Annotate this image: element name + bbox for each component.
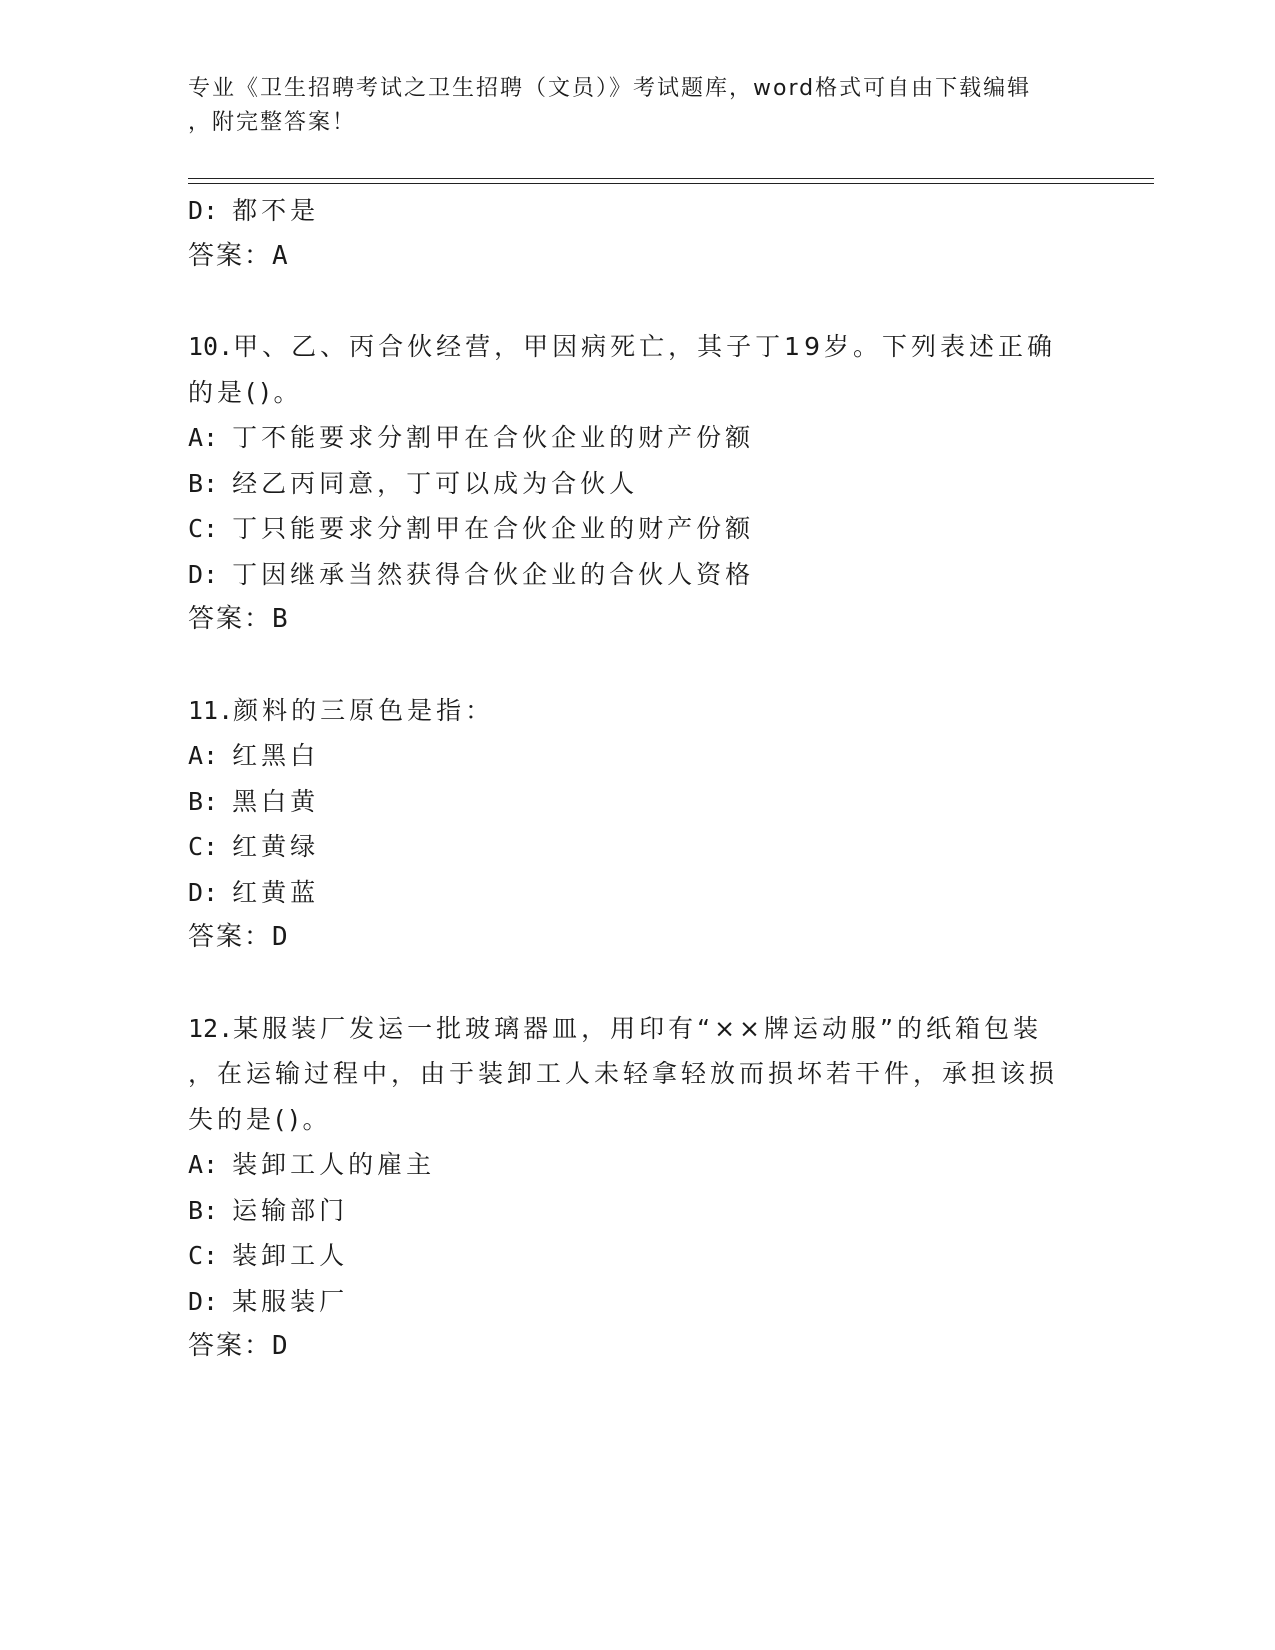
document-header xyxy=(188,72,1068,140)
question-12-line-2: ，在运输过程中，由于装卸工人未轻拿轻放而损坏若干件，承担该损 xyxy=(188,1059,1059,1088)
answer-value: A xyxy=(272,240,288,271)
option-key: D: xyxy=(188,559,219,589)
option-key: C: xyxy=(188,832,219,861)
question-11-option-d xyxy=(188,870,1088,916)
question-10-line-1 xyxy=(188,324,1088,370)
option-text: 装卸工人 xyxy=(232,1241,349,1270)
option-text: 红黑白 xyxy=(232,741,320,770)
question-11-answer xyxy=(188,915,1088,961)
question-number: 11. xyxy=(188,695,234,725)
question-12-option-d xyxy=(188,1279,1088,1325)
answer-label: 答案： xyxy=(188,922,273,952)
question-12-answer xyxy=(188,1324,1088,1370)
answer-value: B xyxy=(272,604,288,634)
option-text: 某服装厂 xyxy=(232,1286,349,1316)
spacer xyxy=(188,279,1088,324)
option-key: B: xyxy=(188,786,219,816)
spacer xyxy=(188,961,1088,1006)
question-number: 12. xyxy=(188,1013,234,1043)
prev-option-d xyxy=(188,188,1088,234)
question-text: 颜料的三原色是指： xyxy=(233,695,495,725)
question-11-option-a xyxy=(188,733,1088,779)
option-text: 丁因继承当然获得合伙企业的合伙人资格 xyxy=(232,559,755,589)
question-12-option-a xyxy=(188,1142,1088,1188)
option-text: 运输部门 xyxy=(232,1195,349,1225)
header-line-2: ，附完整答案！ xyxy=(188,110,357,135)
spacer xyxy=(188,643,1088,688)
option-text: 红黄绿 xyxy=(232,832,320,861)
option-text: 装卸工人的雇主 xyxy=(232,1150,436,1179)
question-10-option-c xyxy=(188,506,1088,552)
question-12-option-b xyxy=(188,1188,1088,1234)
option-key: A: xyxy=(188,741,219,770)
option-text: 丁只能要求分割甲在合伙企业的财产份额 xyxy=(232,514,755,543)
question-number: 10. xyxy=(188,332,234,361)
question-11-option-c xyxy=(188,824,1088,870)
header-rule-bottom xyxy=(188,183,1154,184)
option-text: 都不是 xyxy=(232,196,320,225)
question-11-option-b xyxy=(188,779,1088,825)
header-rule-top xyxy=(188,178,1154,179)
answer-label: 答案： xyxy=(188,1331,273,1361)
option-key: C: xyxy=(188,1241,219,1270)
option-key: A: xyxy=(188,423,219,452)
option-text: 经乙丙同意，丁可以成为合伙人 xyxy=(232,468,639,498)
option-text: 黑白黄 xyxy=(232,786,320,816)
option-key: C: xyxy=(188,514,219,543)
option-key: D: xyxy=(188,1286,219,1316)
question-11-line-1 xyxy=(188,688,1088,734)
question-10-option-a xyxy=(188,415,1088,461)
option-key: D: xyxy=(188,877,219,907)
answer-label: 答案： xyxy=(188,240,273,271)
question-12-option-c xyxy=(188,1233,1088,1279)
question-10-answer xyxy=(188,597,1088,643)
question-content xyxy=(188,188,1088,1370)
question-10-line-2: 的是()。 xyxy=(188,377,303,407)
question-10-option-d xyxy=(188,552,1088,598)
question-12-line-3: 失的是()。 xyxy=(188,1104,332,1134)
header-line-1: 专业《卫生招聘考试之卫生招聘（文员）》考试题库，word格式可自由下载编辑 xyxy=(188,76,1032,101)
answer-value: D xyxy=(272,1331,288,1361)
question-10-option-b xyxy=(188,461,1088,507)
option-key: B: xyxy=(188,1195,219,1225)
option-key: B: xyxy=(188,468,219,498)
question-text: 甲、乙、丙合伙经营，甲因病死亡，其子丁19岁。下列表述正确 xyxy=(233,332,1056,361)
option-key: A: xyxy=(188,1150,219,1179)
question-text: 某服装厂发运一批玻璃器皿，用印有“××牌运动服”的纸箱包装 xyxy=(233,1013,1042,1043)
answer-value: D xyxy=(272,922,288,952)
option-key: D: xyxy=(188,196,219,225)
option-text: 红黄蓝 xyxy=(232,877,320,907)
prev-answer xyxy=(188,234,1088,280)
answer-label: 答案： xyxy=(188,604,273,634)
question-12-line-1 xyxy=(188,1006,1088,1052)
option-text: 丁不能要求分割甲在合伙企业的财产份额 xyxy=(232,423,755,452)
